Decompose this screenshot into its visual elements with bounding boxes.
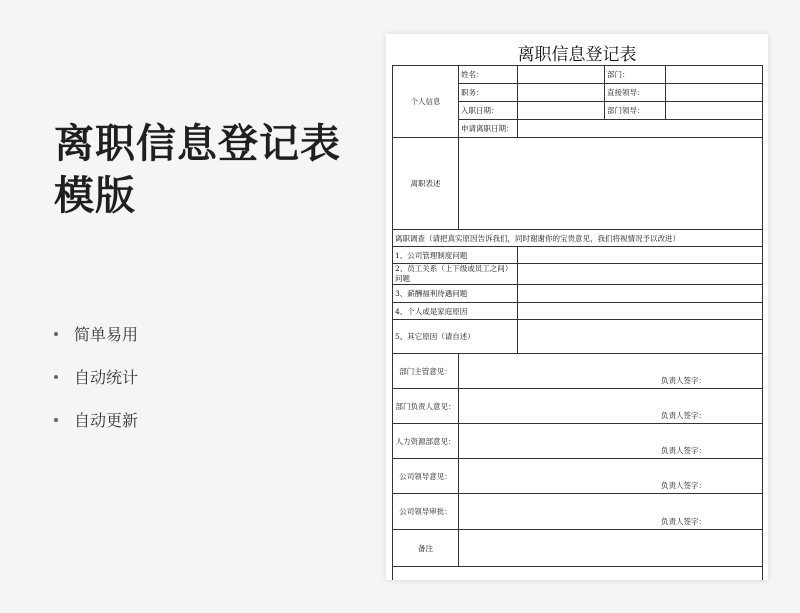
promo-title (54, 118, 341, 222)
opinion-label: 部门主管意见： (393, 354, 459, 389)
direct-leader-value[interactable] (666, 84, 763, 102)
signature-label: 负责人签字： (661, 517, 706, 526)
opinion-value[interactable] (459, 424, 763, 459)
join-date-value[interactable] (518, 102, 605, 120)
opinion-label: 公司领导审批： (393, 494, 459, 530)
apply-date-label: 申请离职日期： (459, 120, 518, 138)
resignation-form-table (392, 65, 763, 580)
remarks-value[interactable] (459, 530, 763, 567)
signature-label: 负责人签字： (661, 411, 706, 420)
join-date-label: 入职日期： (459, 102, 518, 120)
feature-label: 简单易用 (74, 325, 139, 344)
survey-answer[interactable] (518, 303, 763, 320)
survey-answer[interactable] (518, 264, 763, 285)
survey-item: 3、薪酬福利待遇问题 (393, 285, 518, 303)
sheet-title: 离职信息登记表 (517, 45, 637, 65)
form-sheet-preview (386, 34, 768, 580)
footer-row (393, 567, 763, 581)
feature-item (54, 312, 138, 355)
description-value[interactable] (459, 138, 763, 230)
position-value[interactable] (518, 84, 605, 102)
feature-item (54, 355, 138, 398)
department-label: 部门： (605, 66, 666, 84)
opinion-label: 人力资源部意见： (393, 424, 459, 459)
feature-item (54, 398, 138, 441)
feature-list (54, 312, 138, 441)
bullet-icon (54, 418, 58, 422)
feature-label: 自动更新 (74, 411, 139, 430)
opinion-value[interactable] (459, 389, 763, 424)
dept-leader-label: 部门领导： (605, 102, 666, 120)
remarks-label: 备注 (393, 530, 459, 567)
survey-header: 离职调查（请把真实原因告诉我们，同时谢谢你的宝贵意见，我们将视情况予以改进） (393, 230, 763, 247)
name-label: 姓名： (459, 66, 518, 84)
opinion-label: 部门负责人意见： (393, 389, 459, 424)
survey-answer[interactable] (518, 285, 763, 303)
bullet-icon (54, 375, 58, 379)
opinion-value[interactable] (459, 354, 763, 389)
signature-label: 负责人签字： (661, 446, 706, 455)
apply-date-value[interactable] (518, 120, 763, 138)
promo-panel (0, 0, 385, 613)
promo-title-line1: 离职信息登记表 (54, 121, 341, 167)
survey-item: 1、公司管理制度问题 (393, 247, 518, 264)
survey-item: 5、其它原因（请自述） (393, 320, 518, 354)
dept-leader-value[interactable] (666, 102, 763, 120)
description-label: 离职表述 (393, 138, 459, 230)
bullet-icon (54, 332, 58, 336)
survey-answer[interactable] (518, 247, 763, 264)
name-value[interactable] (518, 66, 605, 84)
opinion-value[interactable] (459, 494, 763, 530)
position-label: 职务： (459, 84, 518, 102)
survey-item: 2、员工关系（上下级或员工之间）问题 (393, 264, 518, 285)
promo-title-line2: 模版 (54, 173, 136, 219)
feature-label: 自动统计 (74, 368, 139, 387)
opinion-label: 公司领导意见： (393, 459, 459, 494)
opinion-value[interactable] (459, 459, 763, 494)
department-value[interactable] (666, 66, 763, 84)
signature-label: 负责人签字： (661, 481, 706, 490)
survey-answer[interactable] (518, 320, 763, 354)
personal-info-label: 个人信息 (393, 66, 459, 138)
direct-leader-label: 直接领导： (605, 84, 666, 102)
signature-label: 负责人签字： (661, 376, 706, 385)
survey-item: 4、个人或是家庭原因 (393, 303, 518, 320)
